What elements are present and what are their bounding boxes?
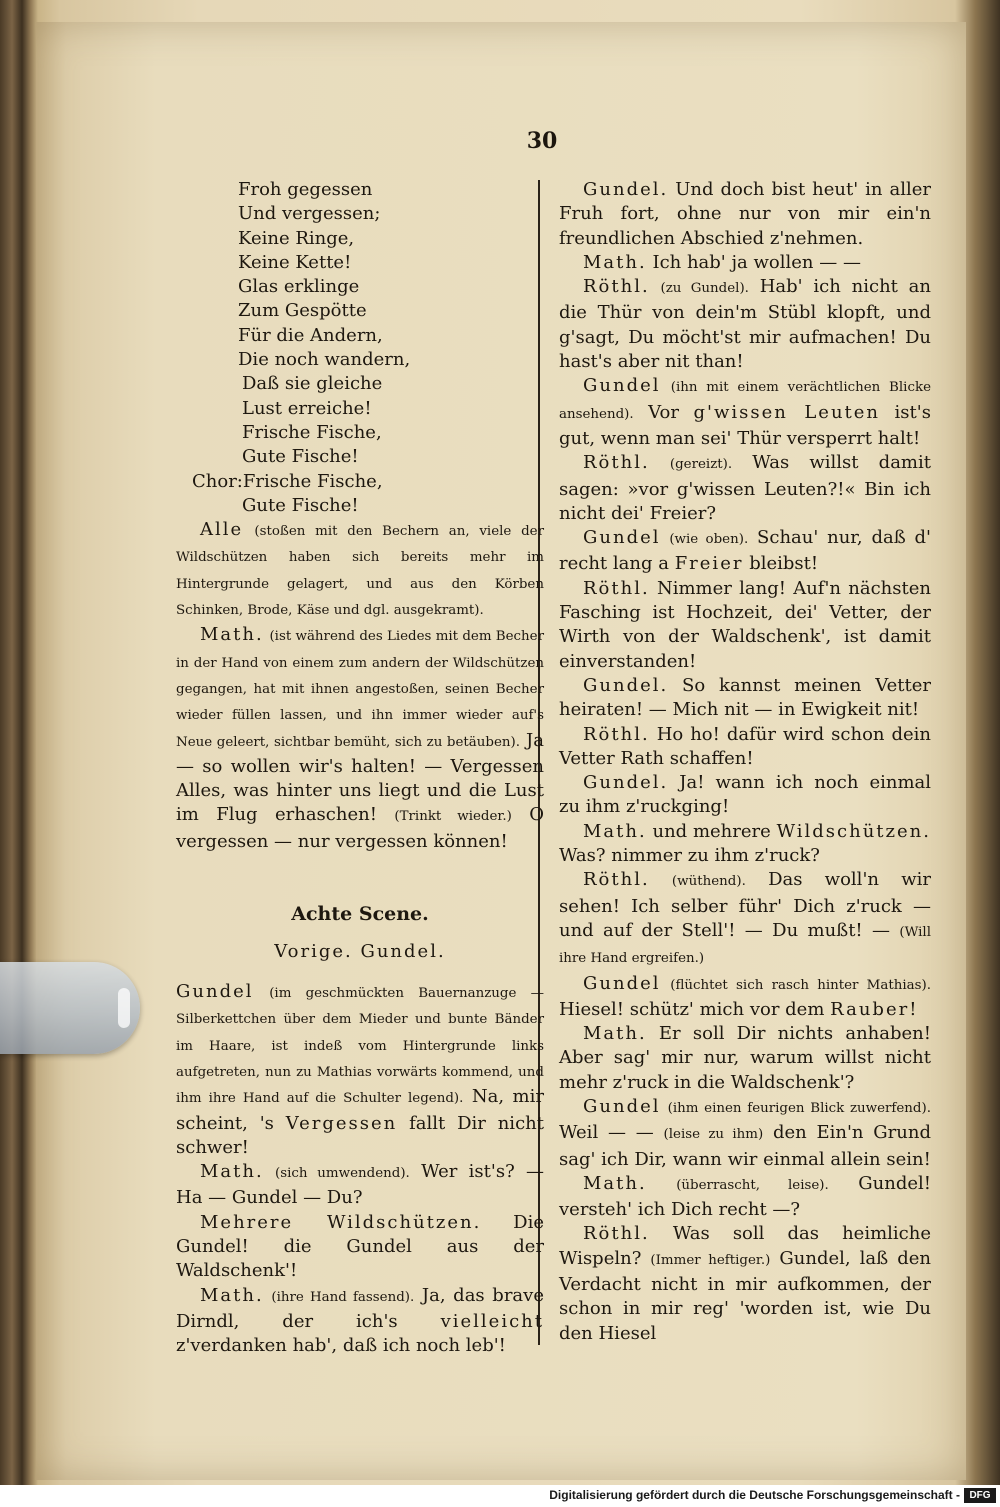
speaker-name: Gundel (583, 1095, 661, 1117)
speech-text: Weil — — (559, 1122, 654, 1144)
stage-direction: (Immer heftiger.) (650, 1252, 771, 1268)
emphasis-text: vielleicht (440, 1310, 544, 1332)
stage-direction: (ist während des Liedes mit dem Becher in der Hand von einem zum andern der Wildschützen gegangen, hat mit ihnen angestoßen, seinen Becher wieder füllen lassen, und ihn immer wieder auf's Neue geleert, sichtbar bemüht, sich zu betäuben). (176, 629, 544, 750)
speaker-name: Gundel (583, 375, 661, 397)
dfg-logo: DFG (964, 1488, 996, 1503)
speaker-name: Röthl. (583, 869, 650, 891)
chorus-label: Chor: (192, 470, 243, 492)
speech-text: Gundel! versteh' ich Dich recht —? (559, 1172, 931, 1221)
verse-line: Keine Ringe, (238, 227, 355, 249)
emphasis-text: g'wissen Leuten (693, 401, 881, 423)
verse-line: Glas erklinge (238, 276, 360, 298)
stage-direction: (ihm einen feurigen Blick zuwerfend). (667, 1100, 931, 1116)
verse-line: Für die Andern, (238, 324, 383, 346)
speaker-name: Gundel (583, 972, 661, 994)
speech-gundel (559, 674, 931, 723)
chorus-last-line: Gute Fische! (242, 494, 359, 516)
speaker-name: Math. (583, 1172, 647, 1194)
speech-text: Die Gundel! die Gundel aus der Waldschenk'! (176, 1211, 544, 1282)
speech-math (559, 251, 931, 275)
speech-text: Was? nimmer zu ihm z'ruck? (559, 845, 820, 867)
stage-direction: (wüthend). (671, 874, 746, 890)
speaker-name: Math. (583, 820, 647, 842)
speech-text: Und doch bist heut' in aller Fruh fort, ohne nur von mir ein'n freundlichen Abschied z'nehmen. (559, 179, 931, 249)
speech-gundel (559, 771, 931, 820)
speaker-name: Gundel (583, 527, 661, 549)
speaker-name: Mehrere Wildschützen. (200, 1211, 482, 1233)
funding-credit: Digitalisierung gefördert durch die Deutsche Forschungsgemeinschaft - (549, 1488, 960, 1502)
speaker-name: Math. (200, 1161, 264, 1183)
stage-direction: (ihn mit einem verächtlichen Blicke ansehend). (559, 380, 931, 422)
scene-title: Achte Scene. (291, 903, 429, 926)
speaker-name: Röthl. (583, 276, 650, 298)
speech-roethl (559, 577, 931, 674)
left-column (176, 178, 544, 1358)
speech-text: ist's gut, wenn man sei' Thür versperrt halt! (559, 401, 931, 449)
speech-text: Was willst damit sagen: »vor g'wissen Leuten?!« Bin ich nicht dei' Freier? (559, 452, 931, 524)
speaker-name: Gundel. (583, 179, 669, 200)
speech-roethl (559, 1222, 931, 1345)
stage-direction: (überrascht, leise). (676, 1177, 829, 1193)
speaker-name: Math. (583, 1023, 647, 1045)
verse-line: Zum Gespötte (238, 300, 367, 322)
speaker-name: Röthl. (583, 577, 650, 599)
speech-gundel (559, 178, 931, 251)
stage-direction: (Will ihre Hand ergreifen.) (559, 924, 931, 967)
speech-alle (176, 518, 544, 623)
speech-text: Ho ho! dafür wird schon dein Vetter Rath schaffen! (559, 723, 931, 769)
speech-text: Er soll Dir nichts anhaben! Aber sag' mir nur, warum willst nicht mehr z'ruck in die Waldschenk'? (559, 1023, 931, 1093)
speech-text: Was soll das heimliche Wispeln? (559, 1223, 931, 1269)
page-number: 30 (526, 128, 558, 154)
speech-text: Vor (648, 401, 679, 423)
right-column (559, 178, 931, 1346)
page-clip-highlight (118, 988, 130, 1028)
speaker-name: Alle (200, 519, 244, 541)
speech-roethl (559, 723, 931, 772)
stage-direction: (ihre Hand fassend). (271, 1289, 415, 1305)
speech-gundel (176, 980, 544, 1160)
speech-text: Ich hab' ja wollen — — (652, 251, 861, 273)
verse-line: Die noch wandern, (238, 349, 411, 371)
stage-direction: (im geschmückten Bauernanzuge — Silberkettchen über dem Mieder und bunte Bänder im Haare, ist indeß vom Hintergrunde links aufgetreten, nun zu Mathias vorwärts kommend, und ihm ihre Hand auf die Schulter legend). (176, 986, 544, 1107)
speech-text: Ja! wann ich noch einmal zu ihm z'ruckging! (559, 772, 931, 818)
speech-text: Hiesel! schütz' mich vor dem (559, 998, 825, 1020)
speech-math (176, 623, 544, 854)
speaker-name: Gundel. (583, 674, 669, 696)
chorus-text: Frische Fische, (242, 470, 383, 492)
speaker-name: Gundel (176, 981, 254, 1003)
chorus-line (176, 470, 544, 494)
speech-roethl (559, 868, 931, 971)
speech-text: Ja, das brave Dirndl, der ich's (176, 1284, 544, 1332)
stage-direction: (wie oben). (669, 532, 749, 548)
stage-direction: (gereizt). (669, 457, 733, 473)
speech-math-mehrere (559, 820, 931, 869)
stage-direction: (stoßen mit den Bechern an, viele der Wildschützen haben sich bereits mehr im Hintergrunde gelagert, und aus den Körben Schinken, Brode, Käse und dgl. ausgekramt). (176, 524, 544, 619)
verse-line: Frische Fische, (242, 421, 382, 443)
verse-line: Und vergessen; (238, 203, 381, 225)
speech-gundel (559, 1095, 931, 1172)
stage-direction: (flüchtet sich rasch hinter Mathias). (670, 977, 931, 993)
speech-math (559, 1172, 931, 1223)
speech-mehrere (176, 1211, 544, 1284)
speech-math (176, 1160, 544, 1211)
speech-text: fallt Dir nicht schwer! (176, 1112, 544, 1158)
verse-line: Keine Kette! (238, 251, 352, 273)
speech-text: O vergessen — nur vergessen können! (176, 804, 544, 852)
speech-text: bleibst! (749, 553, 819, 575)
speaker-name: Röthl. (583, 723, 650, 745)
verse-line: Daß sie gleiche (242, 373, 383, 395)
speaker-name: Röthl. (583, 1223, 650, 1245)
speech-gundel (559, 972, 931, 1023)
speech-math (559, 1022, 931, 1095)
speech-text: Das woll'n wir sehen! Ich selber führ' Dich z'ruck — und auf der Stell'! — Du mußt! — (559, 869, 931, 941)
stage-direction: (zu Gundel). (660, 281, 749, 297)
emphasis-text: Vergessen (285, 1112, 398, 1134)
footer-bar (0, 1485, 1000, 1507)
verse-line: Froh gegessen (238, 179, 373, 200)
speech-text: Schau' nur, daß d' recht lang a (559, 527, 931, 575)
verse-line: Lust erreiche! (242, 397, 372, 419)
speaker-name: Math. (200, 624, 264, 646)
emphasis-text: Rauber! (830, 998, 919, 1020)
speaker-connector: und mehrere (652, 820, 771, 842)
emphasis-text: Freier (674, 553, 744, 575)
speaker-name: Gundel. (583, 772, 669, 794)
speaker-name: Math. (200, 1284, 264, 1306)
speaker-name: Röthl. (583, 452, 650, 474)
speech-text: Nimmer lang! Auf'n nächsten Fasching ist Hochzeit, dei' Vetter, der Wirth von der Waldschenk', ist damit einverstanden! (559, 577, 931, 672)
speech-gundel (559, 526, 931, 577)
speaker-name: Math. (583, 251, 647, 273)
speaker-name: Wildschützen. (776, 820, 931, 842)
speech-gundel (559, 374, 931, 451)
speech-text: So kannst meinen Vetter heiraten! — Mich nit — in Ewigkeit nit! (559, 674, 931, 721)
speech-text: z'verdanken hab', daß ich noch leb'! (176, 1335, 506, 1357)
speech-roethl (559, 275, 931, 374)
speech-text: Hab' ich nicht an die Thür von dein'm Stübl klopft, und g'sagt, Du möcht'st mir aufmachen! Du hast's aber nit than! (559, 276, 931, 373)
speech-text: Na, mir scheint, 's (176, 1086, 544, 1134)
stage-direction: (Trinkt wieder.) (394, 809, 512, 825)
speech-text: Wer ist's? — Ha — Gundel — Du? (176, 1161, 545, 1209)
speech-roethl (559, 451, 931, 526)
scene-cast: Vorige. Gundel. (274, 941, 446, 963)
verse-line: Gute Fische! (242, 446, 359, 468)
speech-text: Ja — so wollen wir's halten! — Vergessen Alles, was hinter uns liegt und die Lust im Flug erhaschen! (176, 729, 544, 826)
speech-math (176, 1284, 544, 1359)
stage-direction: (sich umwendend). (275, 1166, 410, 1182)
stage-direction: (leise zu ihm) (663, 1127, 764, 1143)
speech-text: den Ein'n Grund sag' ich Dir, wann wir einmal allein sein! (559, 1122, 931, 1170)
speech-text: Gundel, laß den Verdacht nicht in mir aufkommen, der schon in mir reg' 'worden ist, wie Du den Hiesel (559, 1247, 931, 1344)
